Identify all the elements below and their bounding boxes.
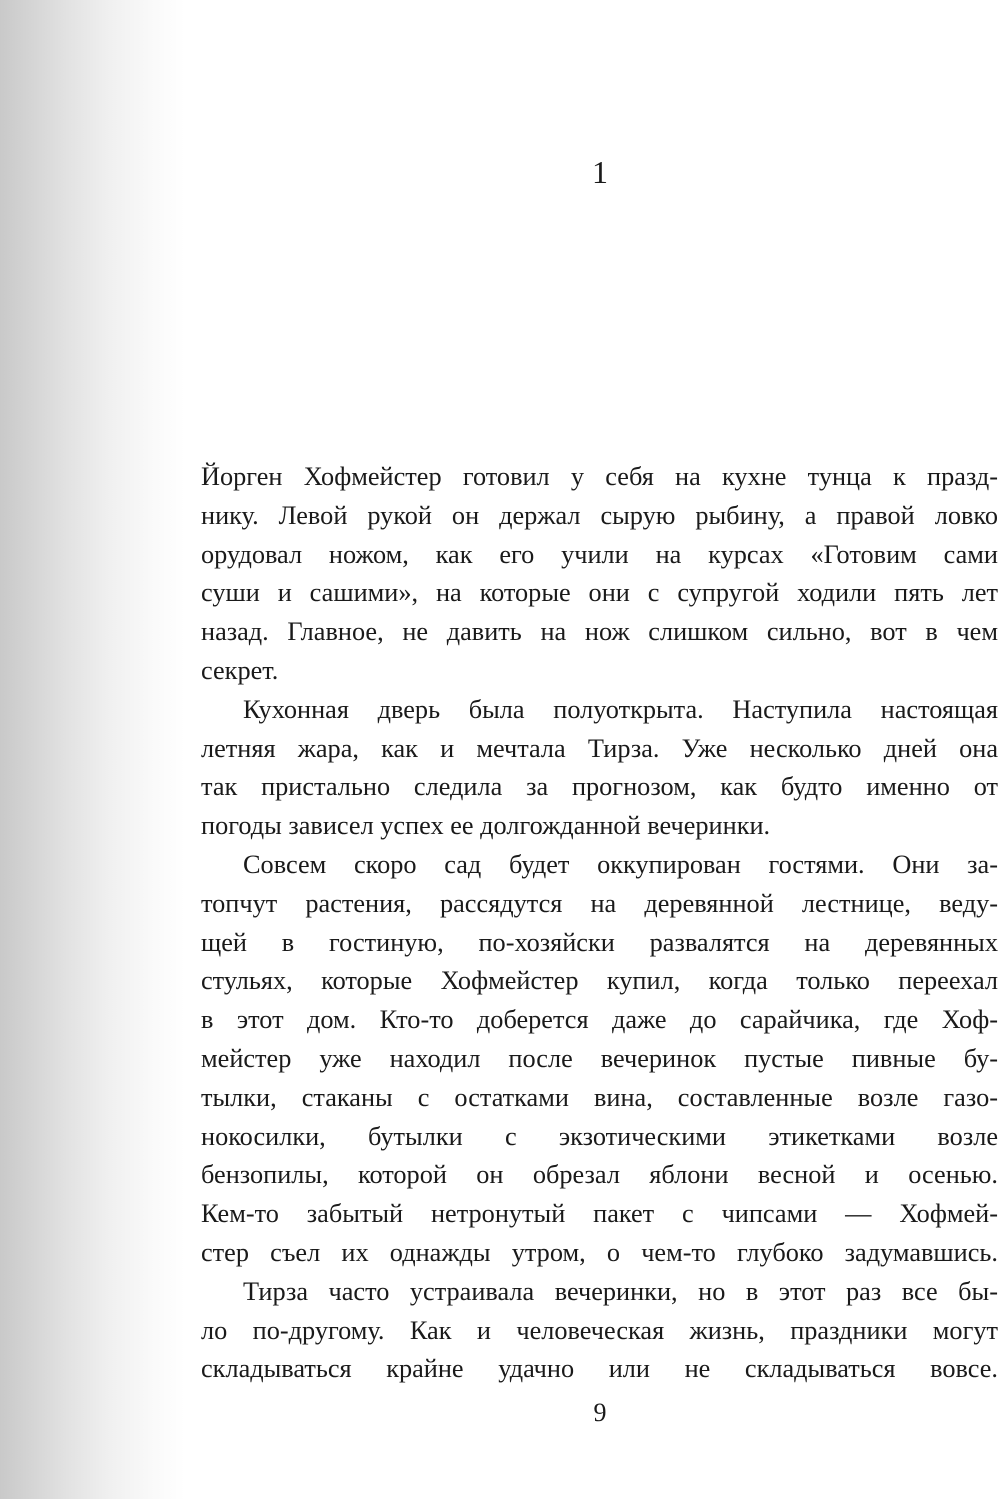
text-line: Кухонная дверь была полуоткрыта. Наступила настоящая (243, 694, 998, 724)
text-line: тылки, стаканы с остатками вина, составленные возле газо- (201, 1082, 998, 1112)
text-line: стульях, которые Хофмейстер купил, когда только переехал (201, 966, 998, 996)
text-line: ло по-другому. Как и человеческая жизнь, праздники могут (201, 1315, 998, 1345)
text-line: секрет. (201, 655, 279, 685)
chapter-text (201, 458, 998, 1389)
text-line: в этот дом. Кто-то доберется даже до сарайчика, где Хоф- (201, 1005, 998, 1035)
text-line: топчут растения, рассядутся на деревянной лестнице, веду- (201, 888, 998, 918)
text-line: мейстер уже находил после вечеринок пустые пивные бу- (201, 1043, 998, 1073)
text-line: нокосилки, бутылки с экзотическими этикетками возле (201, 1121, 998, 1151)
text-line: назад. Главное, не давить на нож слишком сильно, вот в чем (201, 617, 998, 647)
text-line: Йорген Хофмейстер готовил у себя на кухне тунца к празд- (201, 462, 998, 491)
text-line: складываться крайне удачно или не складываться вовсе. (201, 1354, 998, 1384)
text-line: летняя жара, как и мечтала Тирза. Уже несколько дней она (201, 733, 998, 763)
text-line: стер съел их однажды утром, о чем-то глубоко задумавшись. (201, 1237, 998, 1267)
text-line: орудовал ножом, как его учили на курсах «Готовим сами (201, 539, 998, 569)
text-line: нику. Левой рукой он держал сырую рыбину, а правой ловко (201, 500, 998, 530)
text-line: щей в гостиную, по-хозяйски развалятся на деревянных (201, 927, 998, 957)
text-line: Тирза часто устраивала вечеринки, но в этот раз все бы- (243, 1276, 998, 1306)
text-line: Совсем скоро сад будет оккупирован гостями. Они за- (243, 849, 998, 879)
text-line: бензопилы, которой он обрезал яблони весной и осенью. (201, 1160, 998, 1190)
text-line: погоды зависел успех ее долгожданной вечеринки. (201, 811, 771, 841)
text-line: так пристально следила за прогнозом, как будто именно от (201, 772, 998, 802)
chapter-number: 1 (592, 154, 608, 190)
text-line: суши и сашими», на которые они с супругой ходили пять лет (201, 578, 998, 608)
text-line: Кем-то забытый нетронутый пакет с чипсами — Хофмей- (201, 1199, 998, 1229)
page-number: 9 (593, 1398, 607, 1427)
